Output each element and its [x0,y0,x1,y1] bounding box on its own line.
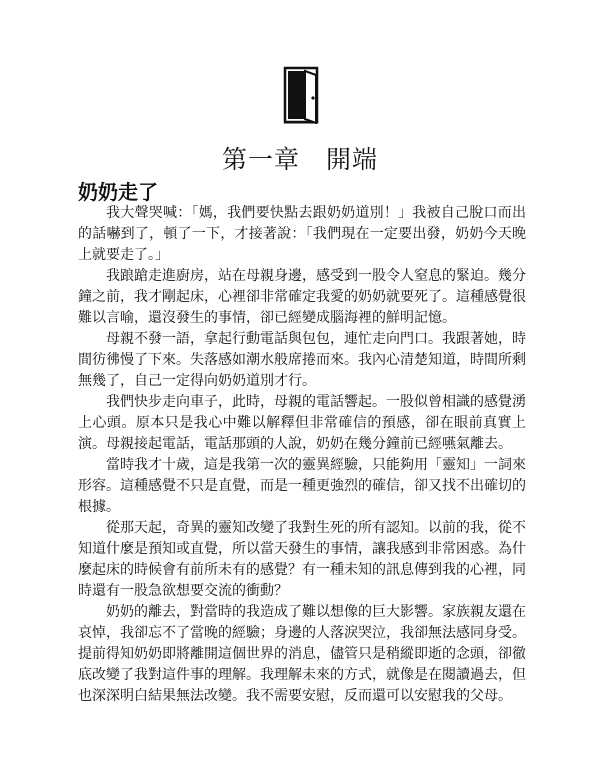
paragraph: 母親不發一語，拿起行動電話與包包，連忙走向門口。我跟著她，時間彷彿慢了下來。失落感如潮水般席捲而來。我內心清楚知道，時間所剩無幾了，自己一定得向奶奶道別才行。 [78,331,526,389]
open-door-icon [283,66,319,124]
body-text [78,203,526,707]
paragraph: 奶奶的離去，對當時的我造成了難以想像的巨大影響。家族親友還在哀悼，我卻忘不了當晚的經驗；身邊的人落淚哭泣，我卻無法感同身受。提前得知奶奶即將離開這個世界的消息，儘管只是稍縱即逝的念頭，卻徹底改變了我對這件事的理解。我理解未來的方式，就像是在閱讀過去，但也深深明白結果無法改變。我不需要安慰，反而還可以安慰我的父母。 [78,604,526,704]
paragraph: 從那天起，奇異的靈知改變了我對生死的所有認知。以前的我，從不知道什麼是預知或直覺，所以當天發生的事情，讓我感到非常困惑。為什麼起床的時候會有前所未有的感覺？有一種未知的訊息傳到我的心裡，同時還有一股急欲想要交流的衝動？ [78,520,526,599]
paragraph: 我大聲哭喊：「媽，我們要快點去跟奶奶道別！」我被自己脫口而出的話嚇到了，頓了一下，才接著說：「我們現在一定要出發，奶奶今天晚上就要走了。」 [78,205,526,263]
paragraph: 當時我才十歲，這是我第一次的靈異經驗，只能夠用「靈知」一詞來形容。這種感覺不只是直覺，而是一種更強烈的確信，卻又找不出確切的根據。 [78,457,526,515]
section-title: 奶奶走了 [78,180,158,204]
paragraph: 我踉蹌走進廚房，站在母親身邊，感受到一股令人窒息的緊迫。幾分鐘之前，我才剛起床，心裡卻非常確定我愛的奶奶就要死了。這種感覺很難以言喻，還沒發生的事情，卻已經變成腦海裡的鮮明記憶。 [78,268,526,326]
paragraph: 我們快步走向車子，此時，母親的電話響起。一股似曾相識的感覺湧上心頭。原本只是我心中難以解釋但非常確信的預感，卻在眼前真實上演。母親接起電話，電話那頭的人說，奶奶在幾分鐘前已經嚥氣離去。 [78,394,526,452]
chapter-title: 第一章 開端 [221,145,378,174]
